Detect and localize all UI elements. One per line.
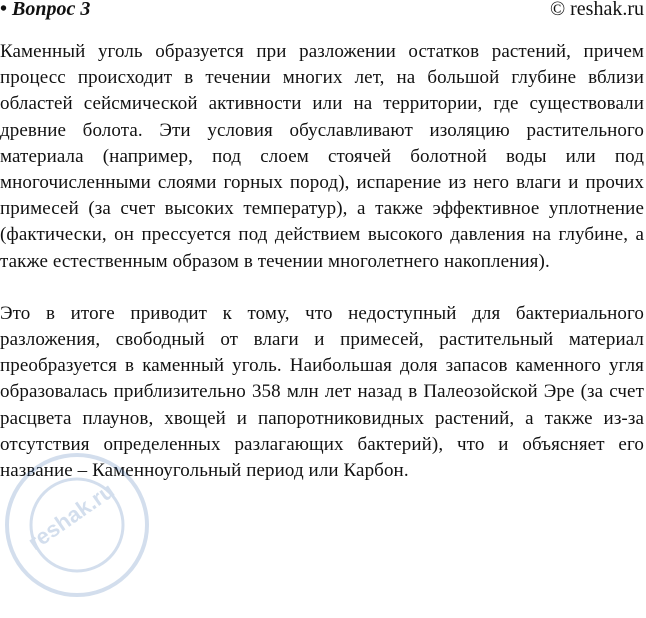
watermark-inner-ring [31,479,123,571]
paragraph-1: Каменный уголь образуется при разложении остатков растений, причем процесс происходит в течении многих лет, на большой глубине вблизи областей сейсмической активности или на территории, где существовали древние болота. Эти условия обуславливают изоляцию растительного материала (например, под слоем стоячей болотной воды или под многочисленными слоями горных пород), испарение из него влаги и прочих примесей (за счет высоких температур), а также эффективное уплотнение (фактически, он прессуется под действием высокого давления на глубине, а также естественным образом в течении многолетнего накопления). [0,41,644,272]
watermark-text: reshak.ru [23,477,119,556]
question-label: Вопрос 3 [12,0,91,20]
paragraph-2: Это в итоге приводит к тому, что недоступный для бактериального разложения, свободный от влаги и примесей, растительный материал преобразуется в каменный уголь. Наибольшая доля запасов каменного угля образовалась приблизительно 358 млн лет назад в Палеозойской Эре (за счет расцвета плаунов, хвощей и папоротниковидных растений, а также из-за отсутствия определенных разлагающих бактерий), что и объясняет его название – Каменноугольный период или Карбон. [0,302,644,482]
copyright-label: © reshak.ru [549,0,644,20]
page-header [0,0,646,24]
question-title [0,0,90,21]
bullet-marker: • [0,0,8,20]
answer-text [0,39,644,484]
